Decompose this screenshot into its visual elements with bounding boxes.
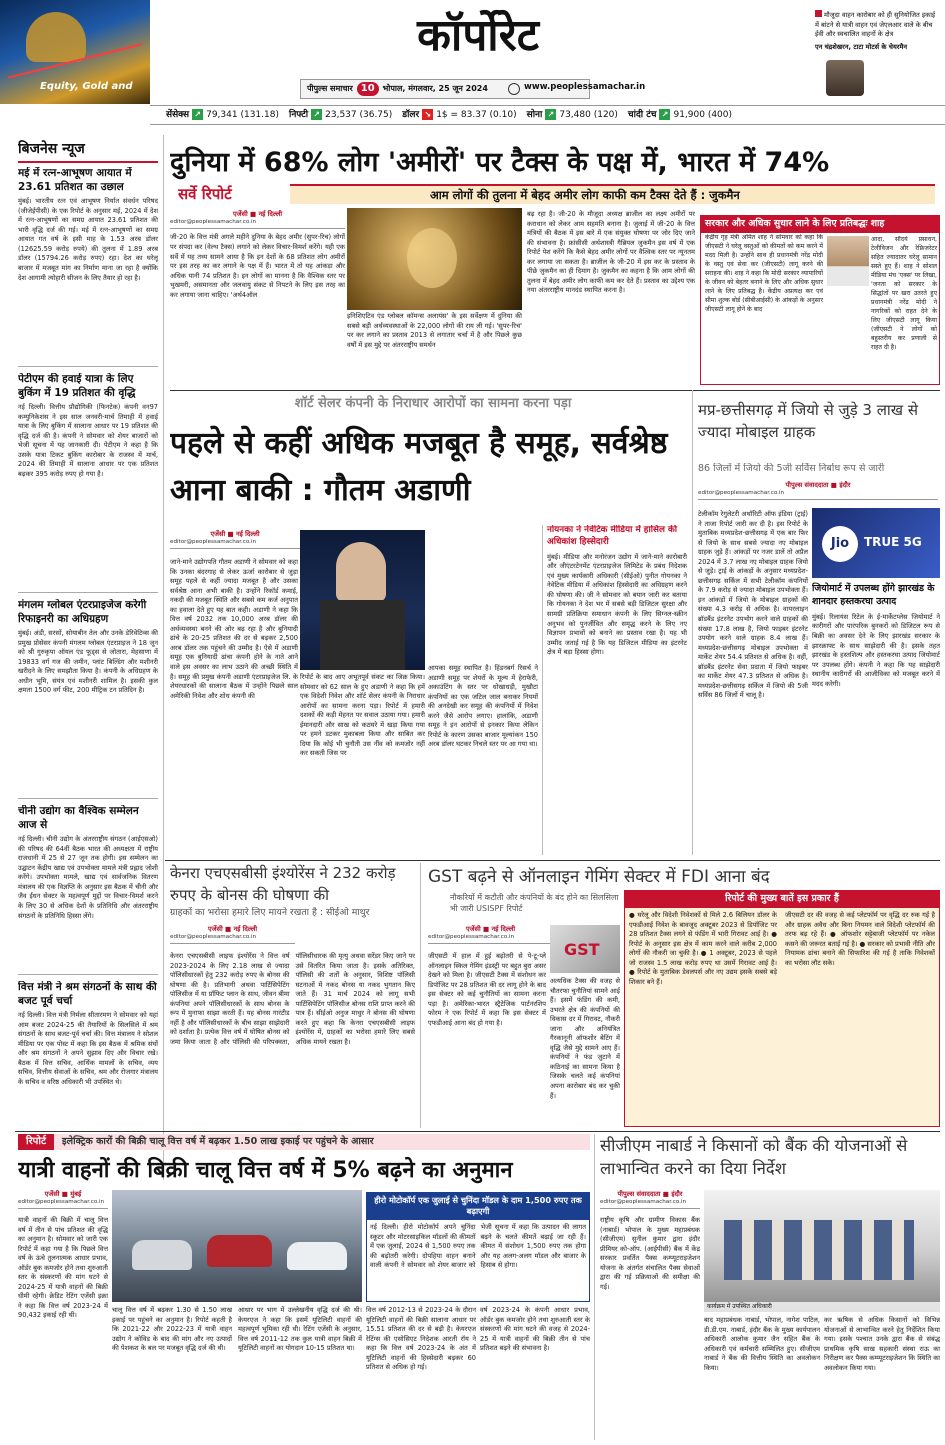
- story-body: नई दिल्ली। चीनी उद्योग के अंतरराष्ट्रीय संगठन (आईएसओ) की परिषद की 64वीं बैठक भारत की अध्यक्षता में राष्ट्रीय राजधानी में 25 से 27 जून तक होगी। इस सम्मेलन का उद्घाटन केंद्रीय खाद्य एवं उपभोक्ता मामले मंत्री प्रह्लाद जोशी करेंगे। उपभोक्ता मामले, खाद्य एवं सार्वजनिक वितरण मंत्रालय की एक विज्ञप्ति के अनुसार इस बैठक में चीनी और जैव ईंधन सेक्टर के महत्वपूर्ण मुद्दों पर विचार-विमर्श करने के लिए 30 से अधिक देशों के प्रतिनिधि और अंतरराष्ट्रीय संगठनों के प्रतिनिधि हिस्सा लेंगे।: [18, 835, 158, 920]
- stock-market-image: [0, 0, 150, 104]
- divider: [165, 860, 940, 861]
- divider: [170, 390, 940, 391]
- gst-body1: जीएसटी में हाल में हुई बढ़ोतरी से पे-टू-प्ले ऑनलाइन स्किल गेमिंग इंडस्ट्री पर बहुत बुरा असर देखने को मिला है। जीएसटी टैक्स में संशोधन कर डिपॉजिट पर 28 प्रतिशत की दर लागू होने के बाद इस सेक्टर को कई चुनौतियों का सामना करना पड़ा है। अमेरिका-भारत स्ट्रैटेजिक पार्टनरशिप फोरम ने एक रिपोर्ट में कहा कि इस सेक्टर में एफडीआई आना बंद हो गया है।: [428, 952, 546, 1027]
- lead-headline: दुनिया में 68% लोग 'अमीरों' पर टैक्स के पक्ष में, भारत में 74%: [170, 147, 830, 178]
- adani-photo: [300, 530, 425, 670]
- jio-subhead: 86 जिलों में जियो की 5जी सर्विस निर्बाध रूप से जारी: [698, 463, 885, 474]
- adani-byline-block: [170, 530, 300, 553]
- down-arrow-icon: ↘: [422, 109, 433, 120]
- teaser-arrow-icon: [815, 10, 822, 17]
- jio-logo-icon: Jio: [822, 526, 858, 562]
- lead-email: editor@peoplessamachar.co.in: [170, 219, 345, 230]
- dateline: भोपाल, मंगलवार, 25 जून 2024: [382, 83, 488, 93]
- shah-box: [700, 215, 940, 385]
- ticker-silver: चांदी टंच ↗ 91,900 (400): [627, 109, 733, 120]
- vehicles-kicker-line: इलेक्ट्रिक कारों की बिक्री चालू वित्त वर्ष में बढ़कर 1.50 लाख इकाई पर पहुंचने के आसार: [62, 1135, 374, 1147]
- gst-body2: अत्यधिक टैक्स की वजह से चौतरफा चुनौतियां सामने आई हैं। इसमें फंडिंग की कमी, उभरते क्षेत्र की कंपनियों की विकास दर में गिरावट, नौकरी जाना और अनियंत्रित गैरकानूनी ऑफशोर बेटिंग में वृद्धि जैसे मुद्दे सामने आए हैं। कंपनियों ने फंड जुटाने में कठिनाई का सामना किया है जिसके चलते कई कंपनियां अपना कारोबार बंद कर चुकी हैं।: [550, 977, 620, 1100]
- jiomart-headline: जियोमार्ट में उपलब्ध होंगे झारखंड के शानदार हस्तकरघा उत्पाद: [812, 583, 935, 608]
- story-body: नई दिल्ली। वित्त मंत्री निर्मला सीतारमण ने सोमवार को यहां आम बजट 2024-25 की तैयारियों के सिलसिले में श्रम संगठनों के साथ बजट-पूर्व चर्चा की। वित्त मंत्रालय ने सोशल मीडिया पर एक पोस्ट में कहा कि इस बैठक में श्रमिक संघों और श्रम संगठनों ने अपने सुझाव दिए और विचार रखे। बैठक में वित्त सचिव, आर्थिक मामलों के सचिव, व्यय सचिव, वित्तीय सेवाओं के सचिव, श्रम और रोजगार मंत्रालय के सचिव व वरिष्ठ अधिकारी भी उपस्थित थे।: [18, 1011, 158, 1086]
- social-story: [542, 525, 687, 855]
- vehicles-col2: चालू वित्त वर्ष में बढ़कर 1.30 से 1.50 लाख इकाई पर पहुंचने का अनुमान है। रिपोर्ट कहती है कि 2021-22 और 2022-23 में यात्री वाहन उद्योग ने कोविड के बाद की मांग और नए उत्पादों की पेशकश के बल पर मजबूत वृद्धि दर्ज की थी।: [112, 1306, 232, 1353]
- gautam-adani-portrait: [336, 542, 386, 602]
- ticker-nifty: निफ्टी ↗ 23,537 (36.75): [288, 109, 393, 120]
- adani-headline: पहले से कहीं अधिक मजबूत है समूह, सर्वश्रेष्ठ आना बाकी : गौतम अडाणी: [170, 426, 668, 508]
- vehicles-col5: वित्त वर्ष 2012-13 से 2023-24 के दौरान यूटिलिटी वाहनों की बिक्री सालाना आधार पर 15.51 प्रतिशत की दर से बढ़ी है। केयरएज रेटिंग्स की एसोसिएट निदेशक आरती रॉय ने कहा कि वित्त वर्ष 2023-24 के अंत में यूटिलिटी वाहनों की हिस्सेदारी बढ़कर 60 प्रतिशत से अधिक हो गई।: [366, 1306, 476, 1372]
- meeting-people-image: [724, 1220, 914, 1280]
- hero-box: [366, 1192, 590, 1302]
- nabard-col3: बाद महाप्रबंधक नाबार्ड, भोपाल, नागेश पाटिल, डी.डी.एम. नाबार्ड, इंदौर बैंक के मुख्य कार्यपालन अधिकारी आलोक कुमार जैन सहित बैंक के अधिकारी एवं कर्मचारी सम्मिलित हुए। सीजीएम नाबार्ड ने बैंक की वित्तीय स्थिति का अवलोकन किया।: [704, 1316, 820, 1372]
- nabard-col1: राष्ट्रीय कृषि और ग्रामीण विकास बैंक (नाबार्ड) भोपाल के मुख्य महाप्रबंधक (सीजीएम) सुनील कुमार द्वारा इंदौर प्रीमियर को-ऑप. (आईपीसी) बैंक में केंद्र सरकार प्रवर्तित पैक्स कम्प्यूटराइजेशन योजना के अंतर्गत संचालित पैक्स सेवाओं द्वारा की गई प्रक्रियाओं की समीक्षा की गई।: [600, 1216, 700, 1291]
- story-title: मंगलम ग्लोबल एंटरप्राइजेज करेगी रिफाइनरी का अधिग्रहण: [18, 598, 147, 625]
- gst-photo-text: GST: [564, 940, 600, 959]
- gst-email: editor@peoplessamachar.co.in: [428, 934, 553, 945]
- gold-coins-image: [407, 228, 457, 288]
- vehicles-byline: एजेंसी ■ मुंबई: [44, 1190, 82, 1198]
- page-number: 10: [357, 82, 379, 96]
- adani-email: editor@peoplessamachar.co.in: [170, 539, 300, 550]
- nabard-col4: कर ऋषिक से अधिक किसानों को विभिन्न योजनाओं से लाभान्वित करने हेतु निर्देशित किया गया। इसके पश्चात उनके द्वारा बैंक से संबंद्ध प्राथमिक कृषि साख सहकारी संस्था राऊ का निरीक्षण कर पैक्स कम्प्यूटराइजेशन कि स्थिति का अवलोकन किया गया।: [824, 1316, 940, 1372]
- lead-photo: [347, 208, 522, 310]
- nabard-byline: पीपुल्स संवाददाता ■ इंदौर: [617, 1190, 683, 1198]
- story-title: मई में रत्न-आभूषण आयात में 23.61 प्रतिशत का उछाल: [18, 166, 132, 193]
- lead-photo-caption: इनिशिएटिव एंड ग्लोबल कॉमन्स अलायंस' के इस सर्वेक्षण में दुनिया की सबसे बड़ी अर्थव्यवस्थाओं के 22,000 लोगों की राय ली गई। 'सुपर-रिच' पर कर लगाने का प्रस्ताव 2013 से लगातार चर्चा में है और पिछले कुछ वर्षों में इस मुद्दे पर अंतरराष्ट्रीय समर्थन: [347, 312, 522, 349]
- shah-body: केंद्रीय गृह मंत्री अमित शाह ने सोमवार को कहा कि जीएसटी ने घरेलू वस्तुओं को कीमतों को कम करने में मदद मिली है। उन्होंने साथ ही प्रधानमंत्री नरेंद्र मोदी के वस्तु एवं सेवा कर (जीएसटी) लागू करने की सराहना की। शाह ने कहा कि मोदी सरकार व्यापारियों के जीवन को बेहतर बनाने के लिए और अधिक सुधार लाने के लिए प्रतिबद्ध है। केंद्रीय अप्रत्यक्ष कर एवं सीमा शुल्क बोर्ड (सीबीआईसी) के आंकड़ों के अनुसार जीएसटी लागू होने के बाद: [705, 234, 823, 313]
- lead-kicker: सर्वे रिपोर्ट: [178, 185, 232, 203]
- car-icon: [132, 1240, 192, 1270]
- jio-email: editor@peoplessamachar.co.in: [698, 490, 938, 501]
- lead-col3: बढ़ रहा है। जी-20 के मौजूदा अध्यक्ष ब्राजील का लक्ष्य अमीरों पर कराधान को लेकर आम सहमति बनाना है। जुलाई में जी-20 के वित्त मंत्रियों की बैठक में इस बारे में एक संयुक्त घोषणा पर जोर दिए जाने की संभावना है। फ्रांसीसी अर्थशास्त्री गैब्रियल जुकमैन इस वर्ष में एक रिपोर्ट पेश करेंगे कि कैसे बेहद अमीर लोगों पर वैश्विक स्तर पर न्यूनतम कर लगाया जा सकता है। ब्राजील के जी-20 में इस कर के प्रस्ताव के पीछे जुकमैन का ही दिमाग है। जुकमैन का कहना है कि आम लोगों की तुलना में बेहद अमीर लोग काफी कम कर देते हैं। प्रस्ताव का उद्देश्य एक नया अंतरराष्ट्रीय मानदंड स्थापित करना है।: [527, 210, 695, 295]
- masthead: [0, 0, 945, 104]
- story-body: मुंबई। भारतीय रत्न एवं आभूषण निर्यात संवर्धन परिषद (जीजेईपीसी) के एक रिपोर्ट के अनुसार मई, 2024 में देश में रत्न-आभूषणों का समग्र आयात 23.61 प्रतिशत की भारी वृद्धि दर्ज की गई। मई में रत्न-आभूषणों का समग्र आयात गत वर्ष के इसी माह के 1.53 अरब डॉलर (12625.59 करोड़ रुपये) की तुलना में 1.89 अरब डॉलर (15794.26 करोड़ रुपए) रहा। देश का घरेलू बाजार में मजबूत मांग का निर्माण माना जा रहा है क्योंकि देश आगामी त्योहारी सीजन के लिए तैयार हो रहा है।: [18, 197, 158, 282]
- up-arrow-icon: ↗: [545, 109, 556, 120]
- sidebar-heading: बिजनेस न्यूज: [18, 140, 158, 163]
- jiomart-box: [812, 582, 940, 855]
- gst-report-box: [624, 890, 940, 1127]
- divider: [15, 1131, 940, 1132]
- sidebar-story: [18, 981, 158, 1180]
- vehicles-col6: वर्ष 2023-24 के कंपनी आधार प्रभाव, ऑर्डर बुक कमजोर होने तथा शुरुआती स्तर के संस्करणों की मांग घटने की वजह से 2024-25 में यात्री वाहनों की बिक्री तीन से पांच प्रतिशत बढ़ने की संभावना है।: [480, 1306, 590, 1353]
- canara-email: editor@peoplessamachar.co.in: [170, 934, 295, 945]
- up-arrow-icon: ↗: [311, 109, 322, 120]
- gst-byline-block: [428, 925, 553, 948]
- jio-byline-block: [698, 481, 938, 504]
- vehicles-kicker: रिपोर्ट: [18, 1134, 54, 1150]
- canara-byline: एजेंसी ■ नई दिल्ली: [207, 925, 258, 933]
- sidebar-story: [18, 599, 158, 799]
- adani-byline: एजेंसी ■ नई दिल्ली: [210, 530, 260, 538]
- shah-right: आदा, सौंदर्य प्रसाधन, टेलीविजन और रेफ्रिजरेटर सहित ज्यादातर घरेलू सामान सस्ते हुए हैं। शाह ने सोशल मीडिया मंच 'एक्स' पर लिखा, 'जनता को सरकार के सिद्धांतों पर खरा उतरते हुए प्रधानमंत्री नरेंद्र मोदी ने नागरिकों को राहत देने के लिए जीएसटी लागू किया (जीएसटी ने लोगों को बहुस्तरीय कर प्रणाली से राहत दी है।: [871, 236, 937, 351]
- up-arrow-icon: ↗: [659, 109, 670, 120]
- adani-col1: जाने-माने उद्योगपति गौतम अडाणी ने सोमवार को कहा कि उनका बंदरगाह से लेकर ऊर्जा कारोबार से जुड़ा समूह पहले से कहीं ज्यादा मजबूत है और उसका सर्वश्रेष्ठ आना अभी बाकी है। उन्होंने रिकॉर्ड कमाई, नकदी की मजबूत स्थिति और सबसे कम कर्ज अनुपात का हवाला देते हुए यह बात कही। अडाणी ने कहा कि वित्त वर्ष 2032 तक 10,000 अरब डॉलर की अर्थव्यवस्था बनने की ओर बढ़ रहा है और बुनियादी ढांचे के 20-25 प्रतिशत की दर से बढ़कर 2,500 अरब डॉलर तक पहुंचने की उम्मीद है। ऐसे में अडाणी समूह एक बुनियादी ढांचा कंपनी होने के नाते आने वाले इस अवसर का लाभ उठाने की अच्छी स्थिति में है। समूह की प्रमुख कंपनी अडाणी एंटरप्राइजेज लि. के शेयरधारकों की सालाना बैठक में उन्होंने पिछले साल अमेरिकी निवेश और शोध कंपनी की: [170, 558, 298, 700]
- adani-kicker: शॉर्ट सेलर कंपनी के निराधार आरोपों का सामना करना पड़ा: [294, 396, 572, 411]
- jio-body: टेलीकॉम रेगुलेटरी अथॉरिटी ऑफ इंडिया (ट्राई) ने ताजा रिपोर्ट जारी कर दी है। इस रिपोर्ट के मुताबिक मध्यप्रदेश-छत्तीसगढ़ में एक बार फिर से जियो के साथ सबसे ज्यादा नए मोबाइल ग्राहक जुड़े हैं। आंकड़ों पर नजर डालें तो अप्रैल 2024 में 3.7 लाख नए मोबाइल ग्राहक जियो से जुड़े। ट्राई के आंकड़ों के अनुसार मध्यप्रदेश-छत्तीसगढ़ सर्किल में सभी टेलीकॉम कंपनियों के 7.9 करोड़ से ज्यादा मोबाइल उपभोक्ता हैं। इन आंकड़ों में जियो के मोबाइल ग्राहकों की संख्या 4.3 करोड़ से अधिक है। वायरलाइन ब्रॉडबैंड इंटरनेट उपभोग करने वाले ग्राहकों की संख्या 17.8 लाख है, जियो फाइबर इंटरनेट उपयोग करने वाले ग्राहक 8.4 लाख हैं। मध्यप्रदेश-छत्तीसगढ़ मोबाइल उपभोक्ता में मार्केट शेयर 54.4 प्रतिशत से अधिक है। वहीं, ब्रॉडबैंड इंटरनेट सेवा प्रदाता में जियो फाइबर का मार्केट शेयर 47.3 प्रतिशत से अधिक है। मध्यप्रदेश-छत्तीसगढ़ सर्किल में जियो की 5जी सर्विस 86 जिलों में चालू है।: [698, 510, 808, 700]
- globe-icon: [508, 83, 520, 95]
- story-body: मुंबई। अंडी, सरसों, सोयाबीन तेल और उनके डेरिवेटिव्स की प्रमुख प्रोसेसर कंपनी मंगलम ग्लोबल एंटरप्राइज ने 18 जून को श्री गुरुकृपा ऑयल एंड फूड्स से जोतारा, मेहसाणा में 19833 वर्ग गज की जमीन, प्लांट बिल्डिंग और मशीनरी खरीदने के लिए समझौता किया है। कंपनी के अधिग्रहण के अधीन भूमि, संयंत्र एवं मशीनरी शामिल है। इसकी कुल क्षमता 1500 वर्ग फीट, 200 मीट्रिक टन प्रतिदिन है।: [18, 629, 158, 695]
- nabard-byline-block: [600, 1190, 700, 1213]
- page-label: पीपुल्स समाचार: [307, 83, 353, 93]
- nabard-email: editor@peoplessamachar.co.in: [600, 1199, 700, 1210]
- adani-col3: आपका समूह स्थापित है। हिंडनबर्ग रिसर्च ने अडाणी समूह पर शेयरों के मूल्य में हेराफेरी, अकाउंटिंग के स्तर पर धोखाधड़ी, मुखौटा कंपनियों का एक जटिल जाल बनाकर नियमों की अनदेखी कर समूह की कंपनियों में निवेश करने जैसे आरोप लगाए। हालांकि, अडाणी समूह ने इन आरोपों से इनकार किया लेकिन रिपोर्ट के कारण उसका बाजार मूल्यांकन 150 अरब डॉलर घटकर निचले स्तर पर आ गया था।: [428, 664, 538, 749]
- sidebar-story: [18, 805, 158, 975]
- market-ticker: [150, 105, 945, 125]
- podium-image: [320, 600, 405, 670]
- social-body: मुंबई। मीडिया और मनोरंजन उद्योग में जाने-माने कारोबारी और जीएंटरटेनमेंट एंटरप्राइजेज लिमिटेड के प्रबंध निदेशक एवं मुख्य कार्यकारी अधिकारी (सीईओ) पुनीत गोयनका ने नेवेटिक मीडिया में अधिकांश हिस्सेदारी का अधिग्रहण करने की घोषणा की। जी ने सोमवार को बयान जारी कर बताया कि गोयनका ने देश भर में सबसे बड़ी डिजिटल सुरक्षा और सामग्री प्रतिक्रिया समाधान कंपनी के लिए सिग्नल-स्क्रीन अनुभव को पुनर्जीवित और समृद्ध करने के लिए नए विज्ञापन प्रभावों को बनाने का प्रस्ताव रखा है। यह भी उम्मीद जताई गई है कि यह डिजिटल मीडिया का इंटरनेट क्षेत्र में बड़ा हिस्सा होगा।: [547, 552, 687, 657]
- hero-box-title: हीरो मोटोकॉर्प एक जुलाई से चुनिंदा मॉडल के दाम 1,500 रुपए तक बढ़ाएगी: [367, 1193, 589, 1220]
- jio-banner-text: TRUE 5G: [864, 535, 922, 549]
- vehicles-email: editor@peoplessamachar.co.in: [18, 1199, 108, 1210]
- social-headline: नोयनका ने नेवेटिक मीडिया में हासिल की अधिकांश हिस्सेदारी: [547, 525, 678, 547]
- tata-image: [826, 60, 864, 96]
- hero-box-body: नई दिल्ली। हीरो मोटोकॉर्प अपने चुनिंदा स्कूटर और मोटरसाइकिल मॉडलों की कीमतों में एक जुलाई, 2024 से 1,500 रुपए तक की बढ़ोतरी करेगी। दोपहिया वाहन बनाने वाली कंपनी ने सोमवार को शेयर बाजार को भेजी सूचना में कहा कि उत्पादन की लागत बढ़ने के चलते कीमतें बढ़ाई जा रही हैं। कीमत में संशोधन 1,500 रुपए तक होगा और यह अलग-अलग मॉडल और बाजार के हिसाब से होगा।: [370, 1222, 586, 1270]
- stock-image-caption: Equity, Gold and: [40, 81, 133, 92]
- ticker-gold: सोना ↗ 73,480 (120): [526, 109, 618, 120]
- website: www.peoplessamachar.in: [524, 82, 646, 92]
- up-arrow-icon: ↗: [192, 109, 203, 120]
- lead-subhead: आम लोगों की तुलना में बेहद अमीर लोग काफी कम टैक्स देते हैं : जुकमैन: [430, 188, 740, 202]
- business-news-sidebar: [18, 140, 158, 1180]
- vehicles-col1: यात्री वाहनों की बिक्री में चालू वित्त वर्ष में तीन से पांच प्रतिशत की वृद्धि का अनुमान है। सोमवार को जारी एक रिपोर्ट में कहा गया है कि पिछले वित्त वर्ष के ऊंचे तुलनात्मक आधार प्रभाव, ऑर्डर बुक कमजोर होने तथा शुरुआती स्तर के संस्करणों की मांग घटने से 2024-25 में यात्री वाहनों की बिक्री धीमी रहेगी। क्रेडिट रेटिंग एजेंसी इक्रा ने कहा कि वित्त वर्ष 2023-24 में 90,432 इकाई रही थी।: [18, 1216, 108, 1320]
- vehicles-col3: आधार पर भाग में उल्लेखनीय वृद्धि दर्ज की थी। केयरएज ने कहा कि इसमें यूटिलिटी वाहनों की महत्वपूर्ण भूमिका रही थी। रेटिंग एजेंसी के अनुसार, वित्त वर्ष 2011-12 तक कुल यात्री वाहन बिक्री में यूटिलिटी वाहनों का योगदान 10-15 प्रतिशत था।: [238, 1306, 362, 1353]
- jiomart-body: मुंबई। रिलायंस रिटेल के ई-मार्केटप्लेस जियोमार्ट ने कारीगरों और पारंपरिक बुनकरों को डिजिटल रूप से बिक्री का अवसर देने के लिए झारखंड सरकार के झारक्राफ्ट के साथ साझेदारी की है। इसके तहत झारखंड के हस्तशिल्प और हस्तकरघा उत्पाद जियोमार्ट पर उपलब्ध होंगे। कंपनी ने कहा कि यह साझेदारी स्थानीय कारीगरों की आजीविका को मजबूत करने में मदद करेगी।: [812, 612, 940, 688]
- ticker-sensex: सेंसेक्स ↗ 79,341 (131.18): [166, 109, 279, 120]
- car-icon: [287, 1242, 347, 1270]
- gst-report-left: ● घरेलू और विदेशी निवेशकों से मिले 2.6 बिलियन डॉलर के एफडीआई निवेश के बावजूद अक्टूबर 2023 से डिपॉजिट पर 28 प्रतिशत टैक्स लगने से फंडिंग में भारी गिरावट आई है। ● रिपोर्ट के अनुसार इस क्षेत्र में काम करने वाले करीब 2,000 लोगों की नौकरी जा चुकी है। ● 1 अक्टूबर, 2023 से पहले जो राजस्व 1.5 लाख करोड़ रुपए था उसमें गिरावट आई है। ● रिपोर्ट के मुताबिक डेवलपर्स और नए उद्यम इसके सबसे बड़े शिकार बने हैं।: [629, 911, 777, 986]
- cars-photo: [112, 1190, 362, 1302]
- shah-headline: सरकार और अधिक सुधार लाने के लिए प्रतिबद्धः शाह: [701, 216, 939, 233]
- nabard-photo: [704, 1190, 940, 1312]
- nabard-headline: सीजीएम नाबार्ड ने किसानों को बैंक की योजनाओं से लाभान्वित करने का दिया निर्देश: [600, 1136, 908, 1179]
- canara-byline-block: [170, 925, 295, 948]
- gst-report-title: रिपोर्ट की मुख्य बातें इस प्रकार हैं: [625, 891, 939, 908]
- divider: [692, 390, 693, 855]
- gst-headline: GST बढ़ने से ऑनलाइन गेमिंग सेक्टर में FDI आना बंद: [428, 867, 770, 887]
- vehicles-byline-block: [18, 1190, 108, 1213]
- car-icon: [207, 1235, 272, 1267]
- teaser-text: मौजूदा वाहन कारोबार को ही सुनियोजित इकाई में बांटने से यात्री वाहन एवं जेएलआर वाले के बीच ईवी और स्वचालित वाहनों के क्षेत्र: [815, 11, 936, 39]
- story-title: पेटीएम की हवाई यात्रा के लिए बुकिंग में 19 प्रतिशत की वृद्धि: [18, 372, 136, 399]
- gst-photo: [550, 925, 620, 973]
- sidebar-divider: [163, 135, 164, 1180]
- jio-banner-image: [812, 508, 940, 578]
- vehicles-kicker-bar: [18, 1134, 590, 1150]
- bull-icon: [26, 12, 86, 62]
- lead-col1: [170, 210, 345, 385]
- story-body: नई दिल्ली। वित्तीय प्रौद्योगिकी (फिनटेक) कंपनी वन97 कम्युनिकेशंस ने इस साल जनवरी-मार्च तिमाही में हवाई यात्रा के लिए बुकिंग में सालाना आधार पर 19 प्रतिशत की वृद्धि दर्ज की है। कंपनी ने सोमवार को शेयर बाजारों को भेजी सूचना में यह जानकारी दी। पेटीएम ने कहा है कि उसके यात्रा टिकट बुकिंग कारोबार के राजस्व में मार्च, 2024 की तिमाही में सालाना आधार पर एक प्रतिशत बढ़कर 395 करोड़ रुपए हो गया है।: [18, 403, 158, 478]
- canara-headline: केनरा एचएसबीसी इंश्योरेंस ने 232 करोड़ रुपए के बोनस की घोषणा की: [170, 864, 396, 904]
- teaser-person: एन चंद्रशेखरन, टाटा मोटर्स के चेयरमैन: [815, 42, 908, 51]
- vehicles-headline: यात्री वाहनों की बिक्री चालू वित्त वर्ष में 5% बढ़ने का अनुमान: [18, 1158, 513, 1183]
- gst-byline: एजेंसी ■ नई दिल्ली: [465, 925, 516, 933]
- story-title: चीनी उद्योग का वैश्विक सम्मेलन आज से: [18, 804, 139, 831]
- jio-byline: पीपुल्स संवाददाता ■ इंदौर: [785, 481, 851, 489]
- canara-subhead: ग्राहकों का भरोसा हमारे लिए मायने रखता है : सीईओ माथुर: [170, 907, 370, 918]
- divider: [420, 863, 421, 1128]
- nabard-photo-caption: कार्यक्रम में उपस्थित अधिकारी: [704, 1302, 940, 1312]
- gst-report-right: जीएसटी दर की वजह से कई प्लेटफॉर्म पर वृद्धि दर रुक गई है और ग्राहक अवैध और बिना नियमन वाले विदेशी प्लेटफॉर्म की तरफ बढ़ रहे हैं। ● ऑफशोर सट्टेबाजी प्लेटफॉर्म पर नकेल कसने की जरूरत बताई गई है। ● सरकार को प्रभावी नीति और नियामक ढांचा बनाने की सिफारिश की गई है ताकि निवेशकों का भरोसा लौट सके।: [785, 911, 935, 967]
- story-title: वित्त मंत्री ने श्रम संगठनों के साथ की बजट पूर्व चर्चा: [18, 980, 157, 1007]
- lead-byline: एजेंसी ■ नई दिल्ली: [232, 210, 283, 218]
- lead-body: जी-20 के वित्त मंत्री अगले महीने दुनिया के बेहद अमीर (सुपर-रिच) लोगों पर संपदा कर (वेल्थ टैक्स) लगाने को लेकर विचार-विमर्श करेंगे। यही एक सर्वे में यह तथ्य सामने आया है कि इन देशों के 68 प्रतिशत लोग अमीरों पर इस तरह का कर लगाने के पक्ष में हैं। भारत में तो यह आंकड़ा और अधिक यानी 74 प्रतिशत है। इन लोगों का मानना है कि वैश्विक स्तर पर भुखमरी, असमानता और जलवायु संकट से निपटने के लिए इस तरह का कर लगाया जाना चाहिए। 'अर्थ4ऑल: [170, 233, 345, 299]
- masthead-title: कॉर्पोरेट: [417, 10, 539, 61]
- canara-body: केनरा एचएसबीसी लाइफ इंश्योरेंस ने वित्त वर्ष 2023-2024 के लिए 2.18 लाख से ज्यादा पॉलिसीधारकों हेतु 232 करोड़ रुपए के बोनस की घोषणा की है। प्रतिभागी अथवा पार्टिसिपेटिंग पॉलिसीज में या प्रॉफिट प्लान के साथ, जीवन बीमा कंपनियां अपने पॉलिसीधारकों के साथ बोनस के रूप में मुनाफा साझा करती हैं। यह बोनस गारंटीड नहीं है और पॉलिसीधारकों के बीच साझा साझेदारी को दर्शाता है। प्रत्येक वित्त वर्ष में घोषित बोनस को जमा किया जाता है और पॉलिसी की परिपक्वता, पॉलिसीधारक की मृत्यु अथवा सरेंडर किए जाने पर उसे वितरित किया जाता है। इसके अतिरिक्त, पॉलिसी की शर्तों के अनुसार, विशिष्ट पॉलिसी घटनाओं में नकद बोनस या नकद भुगतान किए जाते हैं। 31 मार्च 2024 को लागू सभी पार्टिसिपेटिंग पॉलिसीज बोनस राशि प्राप्त करने की पात्र हैं। सीईओ अनुज माथुर ने बोनस की घोषणा करते हुए कहा कि केनरा एचएसबीसी लाइफ इंश्योरेंस में, ग्राहकों का भरोसा हमारे लिए सबसे अधिक मायने रखता है।: [170, 952, 415, 1046]
- gst-subhead: नौकरियों में कटौती और कंपनियों के बंद होने का सिलसिला भी जारी USISPF रिपोर्ट: [450, 893, 619, 914]
- divider: [594, 1134, 595, 1440]
- ticker-dollar: डॉलर ↘ 1$ = 83.37 (0.10): [402, 109, 517, 120]
- sidebar-story: [18, 373, 158, 593]
- sidebar-story: [18, 167, 158, 367]
- jio-headline: मप्र-छत्तीसगढ़ में जियो से जुड़े 3 लाख से ज्यादा मोबाइल ग्राहक: [698, 401, 918, 441]
- adani-col2: रिपोर्ट के बाद आए अभूतपूर्व संकट का जिक्र किया। सोमवार को 62 साल के हुए अडाणी ने कहा कि हमें एक विदेशी निवेश और शॉर्ट सेलर कंपनी के निराधार आरोपों का सामना करना पड़ा। रिपोर्ट में हमारी दशकों की कड़ी मेहनत पर सवाल उठाया गया। हमारी ईमानदारी और साख को कठघरे में खड़ा किया गया पर हमने डटकर मुकाबला किया और साबित कर दिया कि कोई भी चुनौती उस नींव को कमजोर नहीं कर सकती जिस पर: [300, 673, 425, 758]
